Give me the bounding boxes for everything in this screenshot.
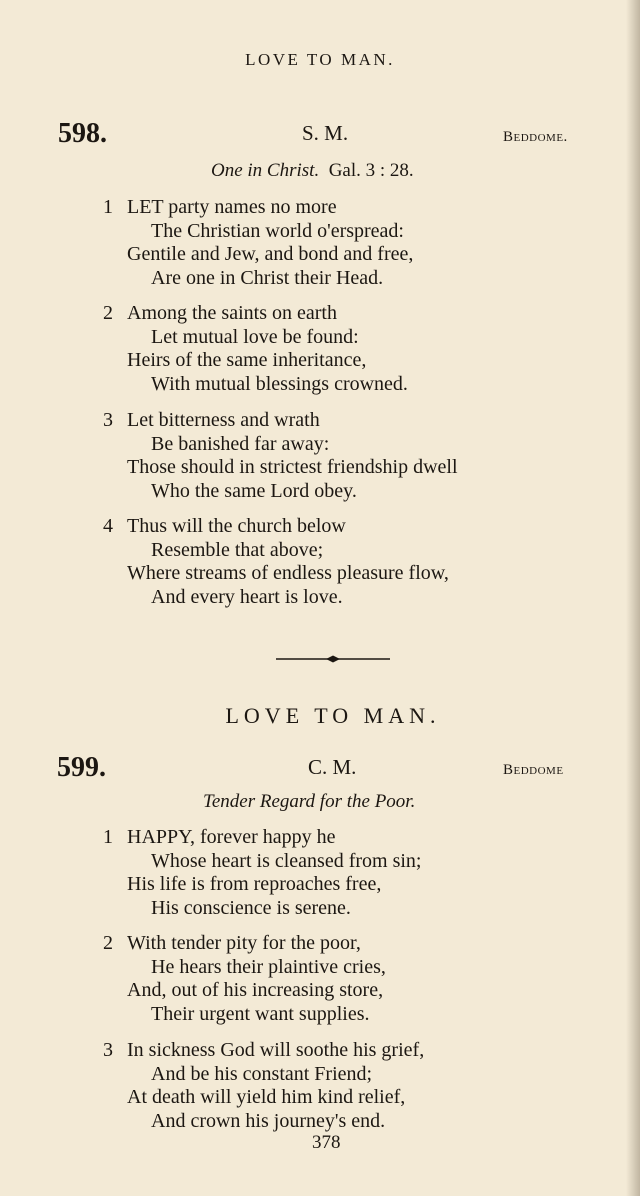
verse-line: He hears their plaintive cries, — [151, 955, 386, 978]
verse-line: Their urgent want supplies. — [151, 1002, 370, 1025]
author: Beddome. — [503, 129, 568, 145]
verse-line: Gentile and Jew, and bond and free, — [127, 243, 414, 266]
meter: S. M. — [302, 121, 349, 145]
stanza-number: 2 — [103, 932, 113, 954]
verse-line: Where streams of endless pleasure flow, — [127, 562, 449, 585]
verse-line: Be banished far away: — [151, 432, 330, 455]
stanza-number: 1 — [103, 196, 113, 218]
verse-line: Who the same Lord obey. — [151, 479, 357, 502]
stanza — [103, 302, 408, 396]
verse-line: And be his constant Friend; — [151, 1062, 373, 1085]
stanza — [103, 1039, 424, 1133]
stanza-number: 3 — [103, 409, 113, 431]
hymn-number: 598. — [58, 118, 107, 149]
stanza — [103, 826, 421, 920]
verse-line: Resemble that above; — [151, 538, 324, 561]
verse-line: At death will yield him kind relief, — [127, 1086, 406, 1109]
stanza — [103, 932, 386, 1026]
verse-line: Whose heart is cleansed from sin; — [151, 849, 422, 872]
stanza — [103, 196, 413, 290]
verse-line: Among the saints on earth — [127, 302, 337, 324]
running-head: LOVE TO MAN. — [245, 50, 395, 69]
hymn-subtitle: Tender Regard for the Poor. — [203, 791, 416, 812]
verse-line: And every heart is love. — [151, 585, 343, 608]
ornamental-divider — [276, 653, 390, 665]
hymn-subtitle — [211, 160, 414, 182]
verse-line: His conscience is serene. — [151, 896, 351, 919]
verse-line: Thus will the church below — [127, 515, 346, 537]
scripture-reference: Gal. 3 : 28. — [328, 160, 414, 181]
stanza — [103, 515, 449, 609]
verse-line: Heirs of the same inheritance, — [127, 349, 367, 372]
verse-line: And crown his journey's end. — [151, 1109, 386, 1132]
meter: C. M. — [308, 755, 357, 779]
verse-line: With mutual blessings crowned. — [151, 372, 408, 395]
verse-line: LET party names no more — [127, 196, 337, 218]
verse-line: Let bitterness and wrath — [127, 409, 320, 431]
hymn-number: 599. — [57, 752, 106, 783]
page-number: 378 — [312, 1132, 341, 1153]
subtitle-title: One in Christ. — [211, 160, 320, 181]
verse-line: HAPPY, forever happy he — [127, 826, 336, 848]
verse-line: In sickness God will soothe his grief, — [127, 1039, 425, 1061]
stanza-number: 1 — [103, 826, 113, 848]
stanza-number: 4 — [103, 515, 113, 537]
verse-line: Those should in strictest friendship dwell — [127, 456, 458, 479]
verse-line: The Christian world o'erspread: — [151, 219, 404, 242]
stanza-number: 2 — [103, 302, 113, 324]
section-title: LOVE TO MAN. — [225, 703, 441, 728]
verse-line: And, out of his increasing store, — [127, 979, 384, 1002]
verse-line: Let mutual love be found: — [151, 325, 359, 348]
verse-line: Are one in Christ their Head. — [151, 266, 384, 289]
stanza-number: 3 — [103, 1039, 113, 1061]
stanza — [103, 409, 458, 503]
author: Beddome — [503, 762, 564, 778]
verse-line: With tender pity for the poor, — [127, 932, 361, 954]
verse-line: His life is from reproaches free, — [127, 873, 382, 896]
